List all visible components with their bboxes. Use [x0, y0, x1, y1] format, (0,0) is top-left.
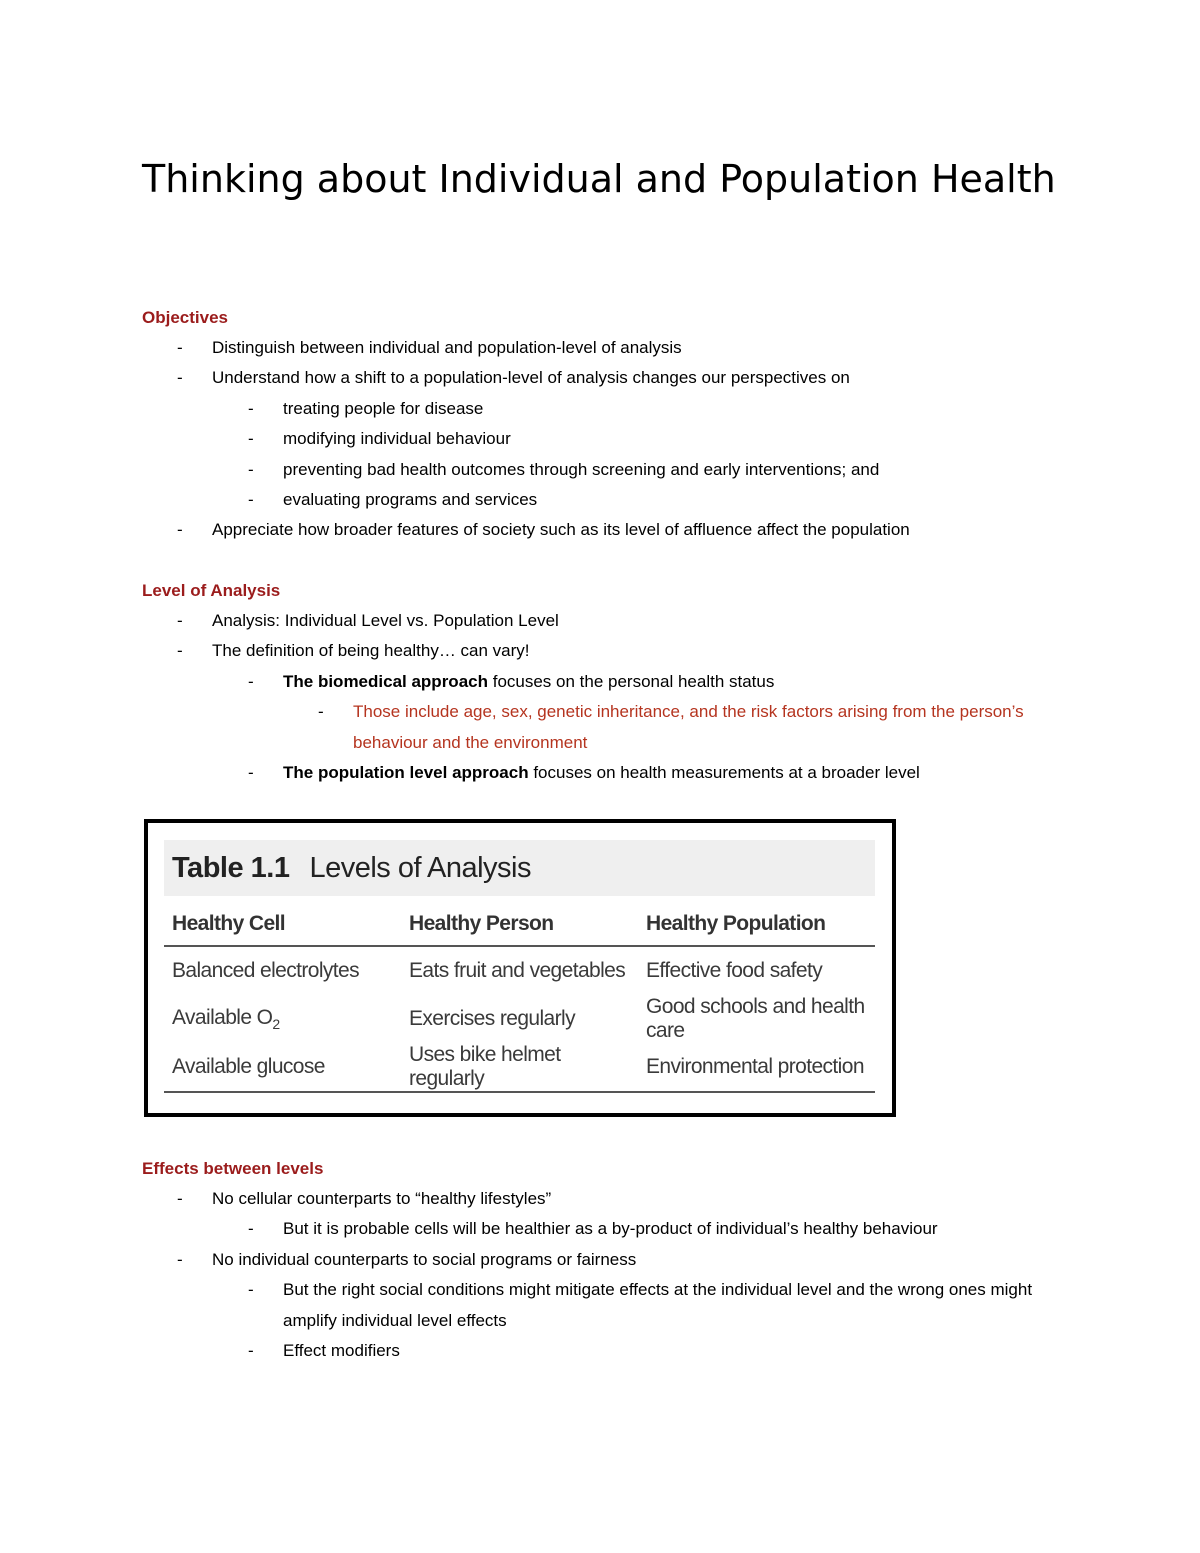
table-caption [164, 840, 875, 896]
table-figure [144, 819, 896, 1117]
table-cell: Effective food safety [646, 959, 823, 982]
list-item: - But the right social conditions might mitigate effects at the individual level and the wrong ones might amplify individual level effects [142, 1275, 1082, 1336]
list-item: - preventing bad health outcomes through screening and early interventions; and [142, 455, 1082, 485]
list-item-biomedical-detail: - Those include age, sex, genetic inheritance, and the risk factors arising from the person’s behaviour and the environment [142, 697, 1082, 758]
list-item: - Appreciate how broader features of society such as its level of affluence affect the population [142, 515, 1082, 545]
table-cell: Exercises regularly [409, 1007, 575, 1030]
objectives-heading: Objectives [142, 308, 228, 327]
list-item: - No cellular counterparts to “healthy lifestyles” [142, 1184, 1082, 1214]
list-item-biomedical [142, 667, 1082, 697]
level-of-analysis-heading: Level of Analysis [142, 581, 281, 600]
objectives-list [142, 333, 1082, 546]
list-item-population [142, 758, 1082, 788]
page-title: Thinking about Individual and Population Health [142, 157, 1056, 201]
list-item: - evaluating programs and services [142, 485, 1082, 515]
table-row [164, 995, 875, 1043]
list-item: - But it is probable cells will be healthier as a by-product of individual’s healthy behaviour [142, 1214, 1082, 1244]
list-item: - Understand how a shift to a population-level of analysis changes our perspectives on [142, 363, 1082, 393]
table-cell: Good schools and health care [646, 995, 865, 1042]
list-item: - Analysis: Individual Level vs. Population Level [142, 606, 1082, 636]
levels-of-analysis-table [164, 903, 875, 1093]
list-item: - treating people for disease [142, 394, 1082, 424]
column-header-healthy-population: Healthy Population [638, 903, 875, 946]
list-item: - No individual counterparts to social programs or fairness [142, 1245, 1082, 1275]
table-cell: Eats fruit and vegetables [409, 959, 626, 982]
list-item: - The definition of being healthy… can vary! [142, 636, 1082, 666]
table-cell: Uses bike helmet regularly [401, 1043, 638, 1092]
biomedical-description: focuses on the personal health status [488, 671, 775, 691]
table-cell: Environmental protection [638, 1043, 875, 1092]
population-term: The population level approach [283, 763, 529, 783]
effects-heading: Effects between levels [142, 1159, 324, 1178]
table-cell: Available glucose [164, 1043, 401, 1092]
table-row [164, 1043, 875, 1092]
list-item: - Distinguish between individual and population-level of analysis [142, 333, 1082, 363]
level-of-analysis-list [142, 606, 1082, 788]
list-item: - modifying individual behaviour [142, 424, 1082, 454]
list-item: - Effect modifiers [142, 1336, 1082, 1366]
table-cell: Balanced electrolytes [172, 959, 360, 982]
column-header-healthy-cell: Healthy Cell [164, 903, 401, 946]
effects-list [142, 1184, 1082, 1366]
biomedical-term: The biomedical approach [283, 671, 488, 691]
available-o2-text: Available O [172, 1005, 273, 1029]
population-description: focuses on health measurements at a broader level [528, 763, 920, 783]
table-title: Levels of Analysis [309, 852, 531, 884]
table-cell [164, 995, 401, 1043]
table-header-row [164, 903, 875, 946]
o2-subscript: 2 [272, 1016, 280, 1033]
table-number: Table 1.1 [172, 852, 290, 884]
table-row [164, 946, 875, 995]
column-header-healthy-person: Healthy Person [401, 903, 638, 946]
